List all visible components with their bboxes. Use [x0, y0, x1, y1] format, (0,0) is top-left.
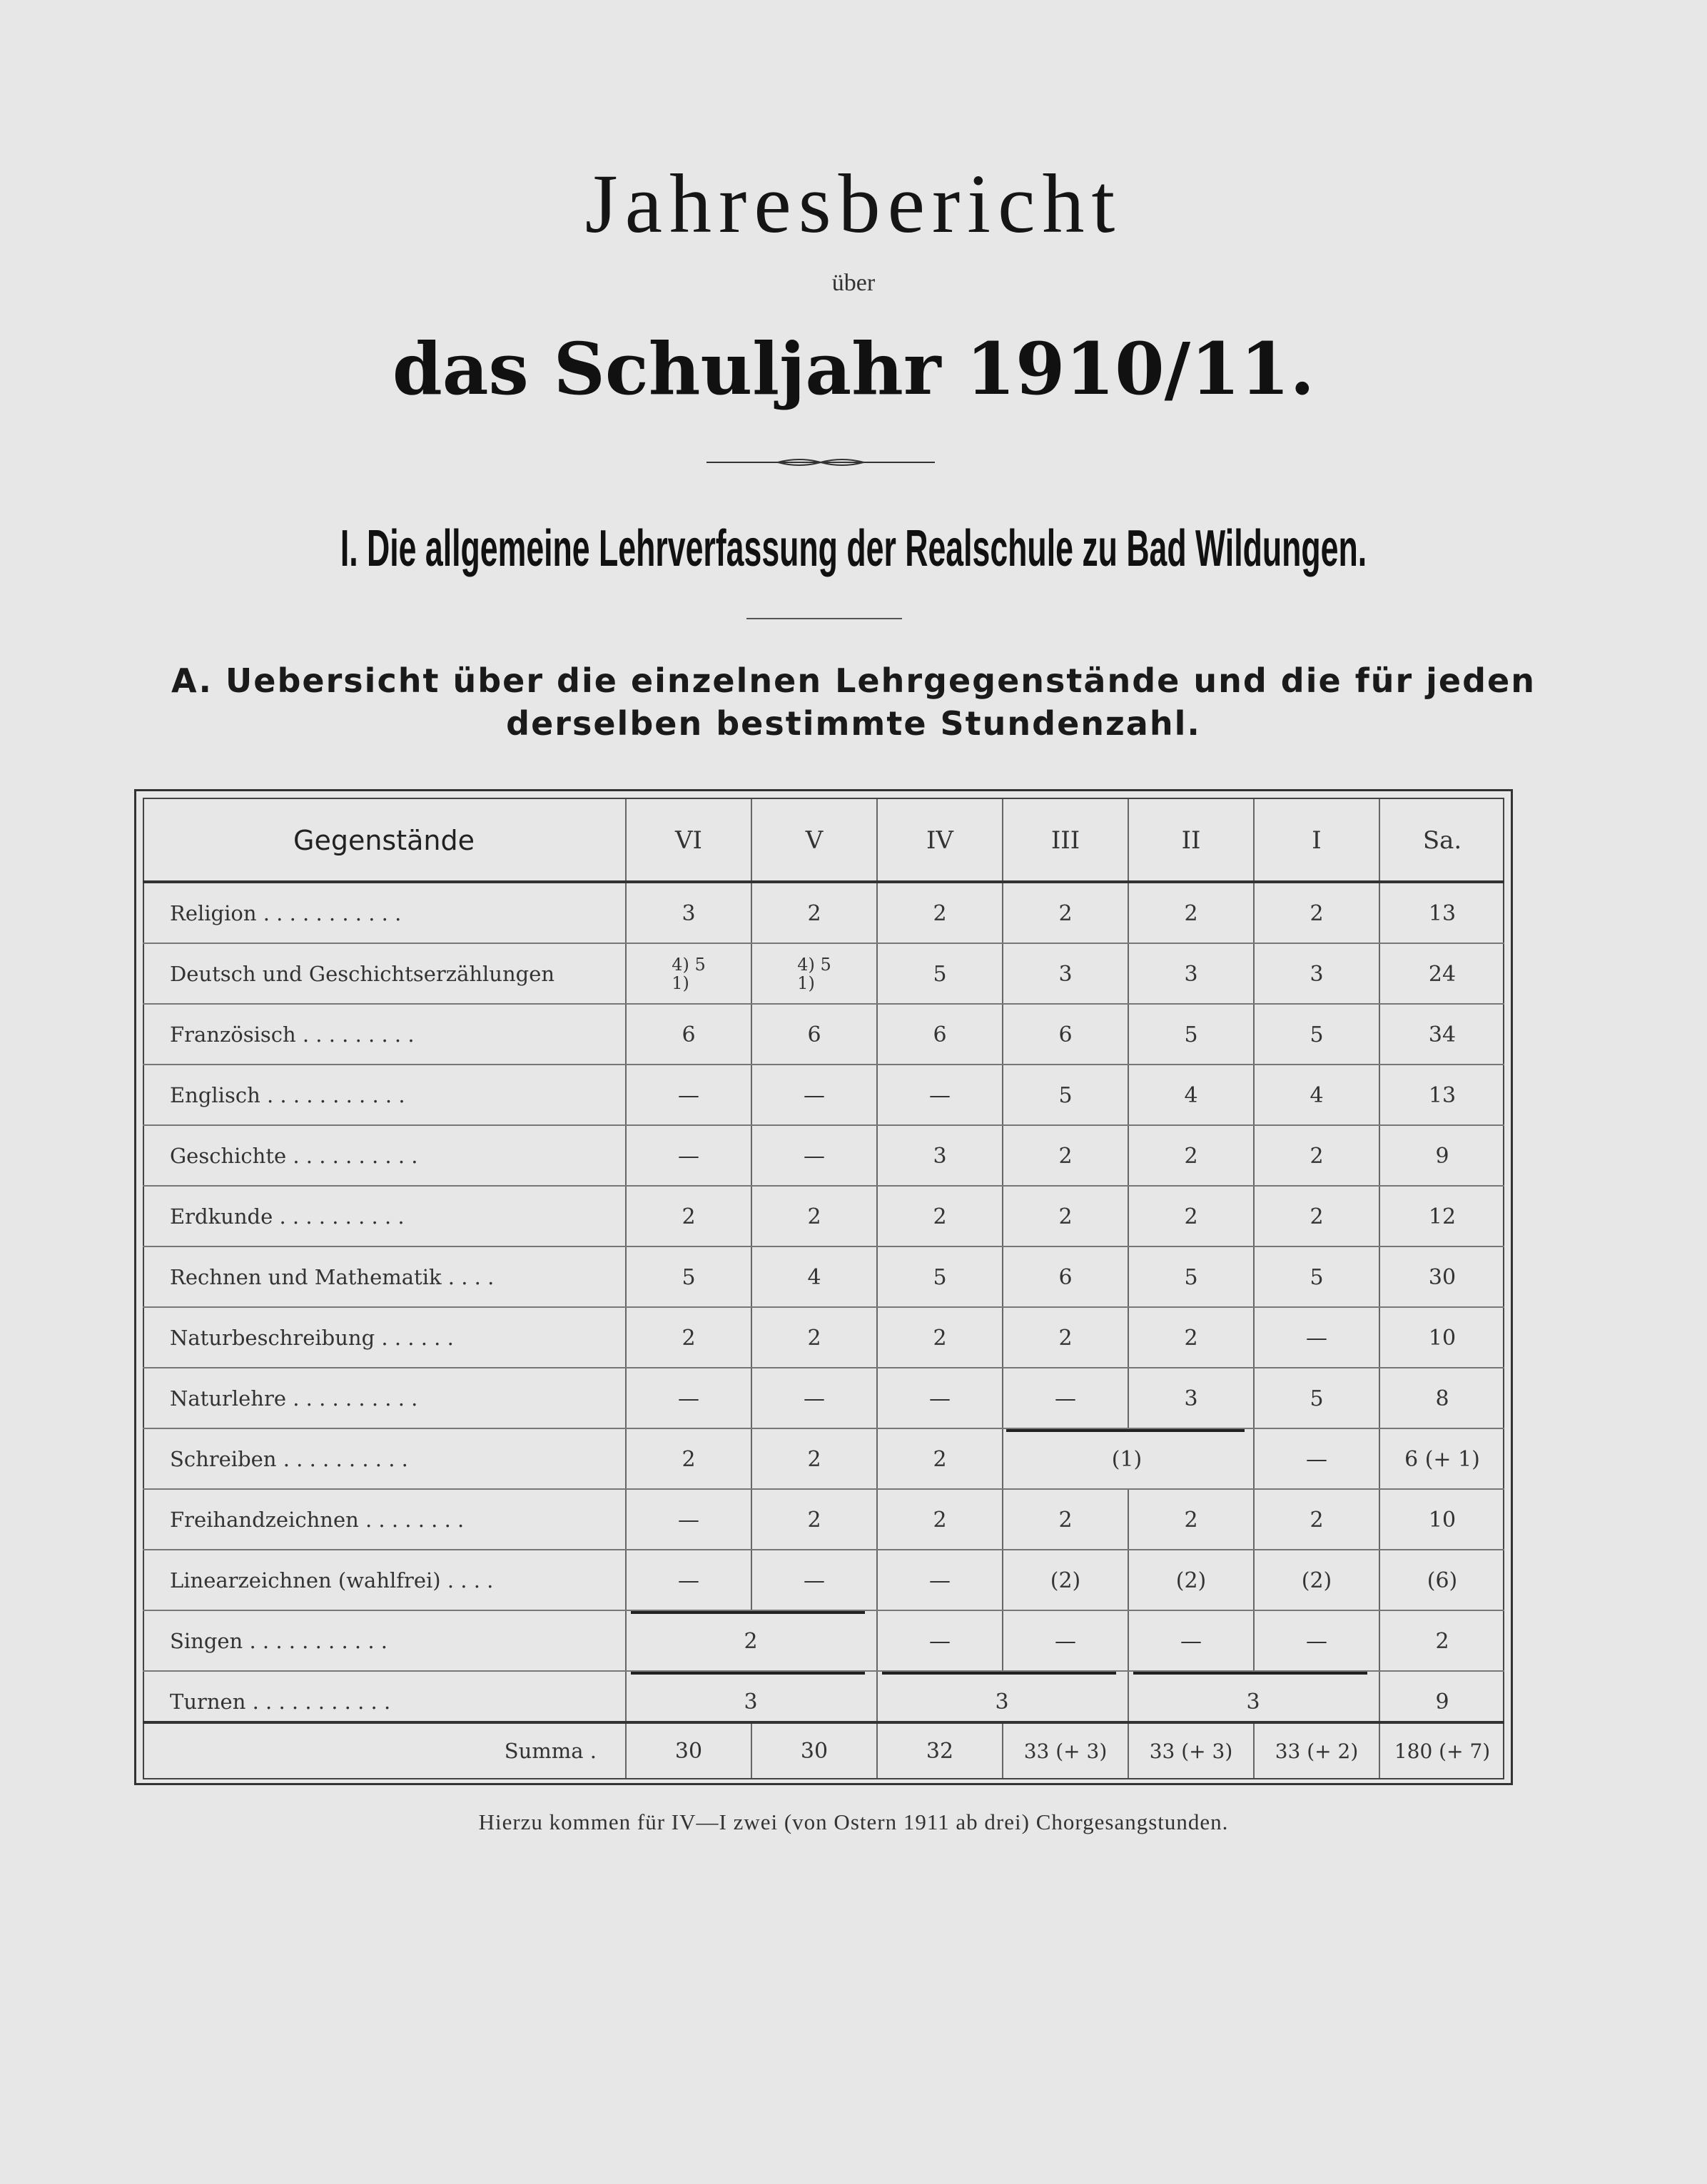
subject-label: Linearzeichnen (wahlfrei) . . . .	[170, 1568, 494, 1593]
hours-cell: —	[625, 1490, 751, 1550]
hours-cell: 2	[876, 1429, 1002, 1489]
hours-cell: 2	[751, 1187, 876, 1246]
summa-cell: 32	[876, 1724, 1002, 1778]
subject-label: Erdkunde . . . . . . . . . .	[170, 1204, 405, 1229]
merged-cell: 2	[744, 1628, 758, 1654]
hours-cell: 2	[1002, 1126, 1128, 1186]
hours-cell: 2	[1128, 1126, 1253, 1186]
hours-cell: 30	[1379, 1247, 1504, 1307]
hours-cell: 5	[1253, 1247, 1379, 1307]
header-class-iii: III	[1002, 799, 1128, 882]
hours-cell: —	[751, 1065, 876, 1125]
hours-cell: —	[1128, 1611, 1253, 1671]
hours-cell: 6	[1002, 1247, 1128, 1307]
hours-cell: 10	[1379, 1490, 1504, 1550]
hours-cell: 4) 5 1)	[751, 944, 876, 1004]
merged-cell: 3	[744, 1689, 758, 1715]
merged-cell: 3	[995, 1689, 1009, 1715]
hours-cell: 5	[1002, 1065, 1128, 1125]
hours-cell: 2	[1379, 1611, 1504, 1671]
hours-cell: 5	[876, 944, 1002, 1004]
hours-cell: 2	[876, 1490, 1002, 1550]
hours-cell: 4	[751, 1247, 876, 1307]
hours-cell: 5	[625, 1247, 751, 1307]
summa-cell: 33 (+ 3)	[1002, 1724, 1128, 1778]
hours-cell: —	[625, 1126, 751, 1186]
hours-cell: 9	[1379, 1126, 1504, 1186]
hours-cell: —	[751, 1126, 876, 1186]
hours-cell: —	[1002, 1368, 1128, 1428]
table-row	[143, 1429, 1504, 1489]
header-class-v: V	[751, 799, 876, 882]
hours-cell: (6)	[1379, 1550, 1504, 1610]
hours-cell: 3	[1128, 944, 1253, 1004]
hours-cell: 2	[1002, 1187, 1128, 1246]
header-sum: Sa.	[1379, 799, 1504, 882]
hours-cell: 6	[625, 1005, 751, 1065]
hours-cell: 10	[1379, 1308, 1504, 1368]
table-row	[143, 1247, 1504, 1307]
hours-cell: 3	[1253, 944, 1379, 1004]
hours-cell: 2	[876, 883, 1002, 943]
hours-cell: —	[876, 1550, 1002, 1610]
hours-cell: —	[625, 1550, 751, 1610]
hours-cell: 6	[876, 1005, 1002, 1065]
hours-cell: 9	[1379, 1672, 1504, 1732]
hours-cell: 34	[1379, 1005, 1504, 1065]
header-class-ii: II	[1128, 799, 1253, 882]
table-row	[143, 944, 1504, 1004]
hours-cell: 5	[1253, 1005, 1379, 1065]
table-header-row	[143, 799, 1504, 882]
hours-cell: 8	[1379, 1368, 1504, 1428]
hours-cell: 2	[1002, 1308, 1128, 1368]
hours-cell: (2)	[1128, 1550, 1253, 1610]
summa-cell: 30	[751, 1724, 876, 1778]
hours-cell: 2	[1253, 883, 1379, 943]
subject-label: Geschichte . . . . . . . . . .	[170, 1144, 418, 1168]
hours-cell: 2	[1128, 1187, 1253, 1246]
table-row	[143, 1308, 1504, 1368]
report-title: Jahresbericht	[584, 157, 1123, 250]
hours-cell: —	[876, 1611, 1002, 1671]
hours-cell: 2	[1253, 1126, 1379, 1186]
subject-label: Religion . . . . . . . . . . .	[170, 901, 402, 925]
hours-cell: 3	[625, 883, 751, 943]
table-row	[143, 1126, 1504, 1186]
hours-cell: —	[1253, 1308, 1379, 1368]
hours-cell: 12	[1379, 1187, 1504, 1246]
hours-cell: —	[1002, 1611, 1128, 1671]
header-subjects: Gegenstände	[293, 825, 475, 856]
hours-cell: 2	[1128, 1490, 1253, 1550]
subject-label: Naturlehre . . . . . . . . . .	[170, 1386, 418, 1411]
hours-cell: —	[876, 1065, 1002, 1125]
hours-cell: 6	[1002, 1005, 1128, 1065]
hours-cell: 6	[751, 1005, 876, 1065]
hours-cell: 5	[1128, 1005, 1253, 1065]
hours-cell: 2	[625, 1308, 751, 1368]
subject-label: Englisch . . . . . . . . . . .	[170, 1083, 405, 1107]
table-row	[143, 1187, 1504, 1246]
hours-cell: 2	[1002, 883, 1128, 943]
header-class-i: I	[1253, 799, 1379, 882]
merged-cell: 3	[1246, 1689, 1260, 1715]
hours-cell: 5	[876, 1247, 1002, 1307]
hours-cell: 2	[1253, 1187, 1379, 1246]
merged-cell: (1)	[1111, 1446, 1143, 1472]
subject-label: Französisch . . . . . . . . .	[170, 1022, 415, 1047]
hours-cell: —	[876, 1368, 1002, 1428]
hours-cell: 2	[751, 1429, 876, 1489]
hours-cell: 13	[1379, 883, 1504, 943]
hours-cell: 2	[1128, 1308, 1253, 1368]
hours-cell: 2	[751, 883, 876, 943]
hours-cell: 2	[751, 1308, 876, 1368]
hours-cell: —	[751, 1550, 876, 1610]
hours-cell: —	[1253, 1429, 1379, 1489]
subsection-heading	[0, 659, 1707, 745]
subject-label: Freihandzeichnen . . . . . . . .	[170, 1508, 465, 1532]
subject-label: Singen . . . . . . . . . . .	[170, 1629, 388, 1653]
table-row	[143, 1490, 1504, 1550]
summa-cell: 30	[625, 1724, 751, 1778]
hours-cell: 2	[876, 1308, 1002, 1368]
section-heading: I. Die allgemeine Lehrverfassung der Realschule zu Bad Wildungen.	[340, 520, 1367, 577]
hours-cell: 4	[1253, 1065, 1379, 1125]
summa-cell: 33 (+ 2)	[1253, 1724, 1379, 1778]
hours-cell: 5	[1253, 1368, 1379, 1428]
hours-cell: 3	[1002, 944, 1128, 1004]
subsection-heading-line1: A. Uebersicht über die einzelnen Lehrgegenstände und die für jeden	[171, 661, 1536, 700]
summa-label: Summa .	[504, 1739, 597, 1763]
hours-cell: 2	[876, 1187, 1002, 1246]
hours-cell: 2	[625, 1187, 751, 1246]
subject-label: Turnen . . . . . . . . . . .	[170, 1690, 391, 1714]
header-class-vi: VI	[625, 799, 751, 882]
hours-cell: —	[625, 1368, 751, 1428]
table-row	[143, 1005, 1504, 1065]
table-row	[143, 883, 1504, 943]
hours-cell: —	[625, 1065, 751, 1125]
subject-label: Naturbeschreibung . . . . . .	[170, 1326, 454, 1350]
hours-cell: 24	[1379, 944, 1504, 1004]
hours-cell: 6 (+ 1)	[1379, 1429, 1504, 1489]
hours-cell: (2)	[1253, 1550, 1379, 1610]
hours-cell: 3	[876, 1126, 1002, 1186]
hours-cell: 2	[625, 1429, 751, 1489]
hours-cell: —	[751, 1368, 876, 1428]
summa-cell: 33 (+ 3)	[1128, 1724, 1253, 1778]
table-row	[143, 1065, 1504, 1125]
summa-row	[143, 1724, 1504, 1778]
hours-cell: 4) 5 1)	[625, 944, 751, 1004]
school-year-title: das Schuljahr 1910/11.	[392, 327, 1315, 411]
hours-cell: 2	[751, 1490, 876, 1550]
hours-cell: —	[1253, 1611, 1379, 1671]
hours-cell: 2	[1253, 1490, 1379, 1550]
subject-label: Rechnen und Mathematik . . . .	[170, 1265, 495, 1289]
footnote: Hierzu kommen für IV—I zwei (von Ostern 1911 ab drei) Chorgesangstunden.	[478, 1809, 1229, 1834]
hours-cell: 13	[1379, 1065, 1504, 1125]
summa-cell: 180 (+ 7)	[1379, 1724, 1504, 1778]
subject-label: Schreiben . . . . . . . . . .	[170, 1447, 408, 1471]
hours-cell: (2)	[1002, 1550, 1128, 1610]
ornamental-divider	[706, 457, 935, 468]
subject-label: Deutsch und Geschichtserzählungen	[170, 962, 555, 986]
hours-cell: 5	[1128, 1247, 1253, 1307]
hours-cell: 3	[1128, 1368, 1253, 1428]
subsection-heading-line2: derselben bestimmte Stundenzahl.	[506, 704, 1201, 743]
section-rule	[746, 618, 902, 619]
table-row	[143, 1550, 1504, 1610]
hours-cell: 4	[1128, 1065, 1253, 1125]
header-class-iv: IV	[876, 799, 1002, 882]
report-title-preposition: über	[831, 270, 876, 296]
hours-cell: 2	[1002, 1490, 1128, 1550]
table-row	[143, 1368, 1504, 1428]
hours-cell: 2	[1128, 883, 1253, 943]
